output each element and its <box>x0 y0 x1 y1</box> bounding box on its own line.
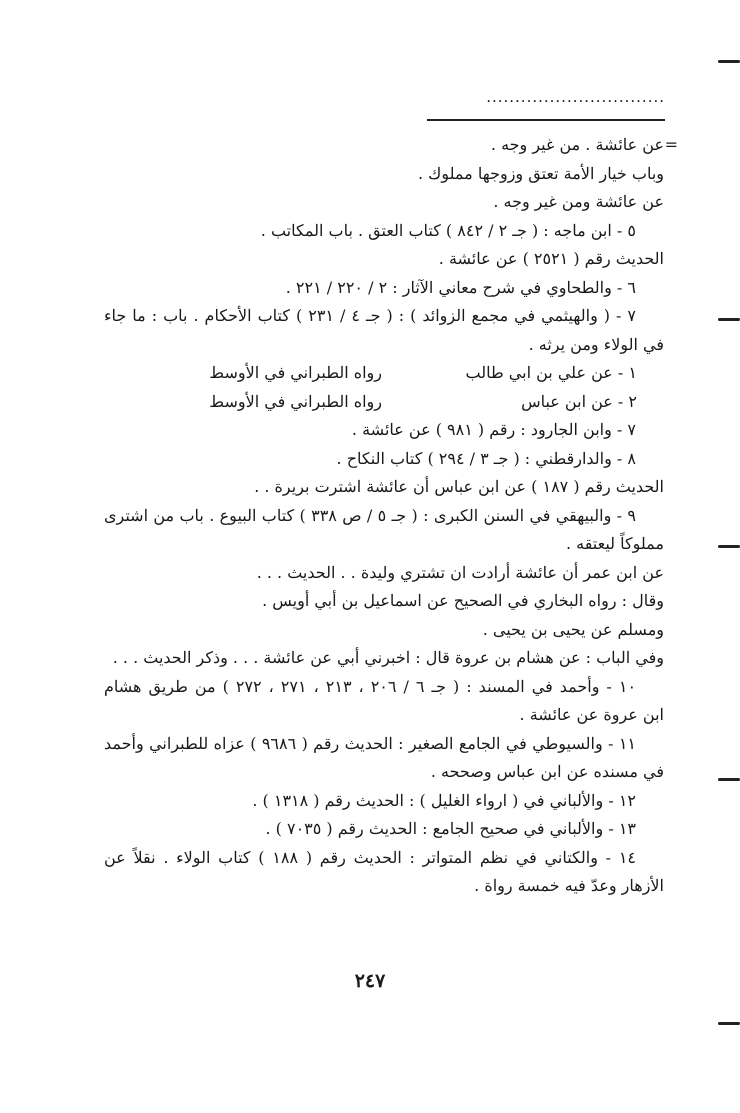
continuation-mark: = <box>664 135 678 154</box>
text-line: ٥ - ابن ماجه : ( جـ ٢ / ٨٤٢ ) كتاب العتق . باب المكاتب . <box>260 220 636 240</box>
narration-row <box>104 388 664 417</box>
narration-source: رواه الطبراني في الأوسط <box>209 363 382 382</box>
text-line: ١٤ - والكتاني في نظم المتواتر : الحديث رقم ( ١٨٨ ) كتاب الولاء . نقلاً عن <box>104 847 637 867</box>
text-line: وفي الباب : عن هشام بن عروة قال : اخبرني أبي عن عائشة . . . وذكر الحديث . . . <box>112 648 664 667</box>
text-line: عن عائشة ومن غير وجه . <box>493 192 664 211</box>
page-number: ٢٤٧ <box>354 970 386 992</box>
text-line: وباب خيار الأمة تعتق وزوجها مملوك . <box>418 163 664 183</box>
text-line: الأزهار وعدّ فيه خمسة رواة . <box>474 876 664 895</box>
text-line: ابن عروة عن عائشة . <box>519 705 664 724</box>
text-line: الحديث رقم ( ١٨٧ ) عن ابن عباس أن عائشة اشترت بريرة . . <box>254 477 664 496</box>
text-line: ١٠ - وأحمد في المسند : ( جـ ٦ / ٢٠٦ ، ٢١٣ ، ٢٧١ ، ٢٧٢ ) من طريق هشام <box>104 676 637 696</box>
narration-source: رواه الطبراني في الأوسط <box>209 391 382 411</box>
scan-edge-mark <box>718 778 740 781</box>
scan-edge-mark <box>718 545 740 548</box>
text-line: ٦ - والطحاوي في شرح معاني الآثار : ٢ / ٢٢٠ / ٢٢١ . <box>285 277 636 297</box>
text-line: مملوكاً ليعتقه . <box>565 534 664 553</box>
narrator: ١ - عن علي بن ابي طالب <box>465 363 637 382</box>
text-line: = عن عائشة . من غير وجه . <box>104 131 664 160</box>
narrator: ٢ - عن ابن عباس <box>521 391 637 411</box>
text-line: ١٢ - والألباني في ( ارواء الغليل ) : الحديث رقم ( ١٣١٨ ) . <box>252 790 636 810</box>
scan-edge-mark <box>718 318 740 321</box>
text-line: وقال : رواه البخاري في الصحيح عن اسماعيل بن أبي أويس . <box>262 591 664 610</box>
text-line: في الولاء ومن يرثه . <box>528 334 664 354</box>
header-rule <box>427 119 665 121</box>
narration-row <box>104 359 664 388</box>
footnote-text <box>104 131 678 901</box>
scan-edge-mark <box>718 1022 740 1025</box>
text-line: عن ابن عمر أن عائشة أرادت ان تشتري وليدة . . الحديث . . . <box>256 562 664 582</box>
text-line: ٧ - ( والهيثمي في مجمع الزوائد ) : ( جـ ٤ / ٢٣١ ) كتاب الأحكام . باب : ما جاء <box>104 306 637 325</box>
text-line: ٩ - والبيهقي في السنن الكبرى : ( جـ ٥ / ص ٣٣٨ ) كتاب البيوع . باب من اشترى <box>104 505 636 525</box>
header-dotted-line: ............................... <box>486 88 665 106</box>
text-line: ١٣ - والألباني في صحيح الجامع : الحديث رقم ( ٧٠٣٥ ) . <box>265 819 636 838</box>
text-line: ٨ - والدارقطني : ( جـ ٣ / ٢٩٤ ) كتاب النكاح . <box>336 448 636 468</box>
text-line: في مسنده عن ابن عباس وصححه . <box>430 762 664 781</box>
scan-edge-mark <box>718 60 740 63</box>
text-line: ومسلم عن يحيى بن يحيى . <box>482 619 664 639</box>
text-line: الحديث رقم ( ٢٥٢١ ) عن عائشة . <box>438 249 664 268</box>
text-line: ٧ - وابن الجارود : رقم ( ٩٨١ ) عن عائشة . <box>351 420 636 439</box>
text-line: ١١ - والسيوطي في الجامع الصغير : الحديث رقم ( ٩٦٨٦ ) عزاه للطبراني وأحمد <box>104 733 637 753</box>
